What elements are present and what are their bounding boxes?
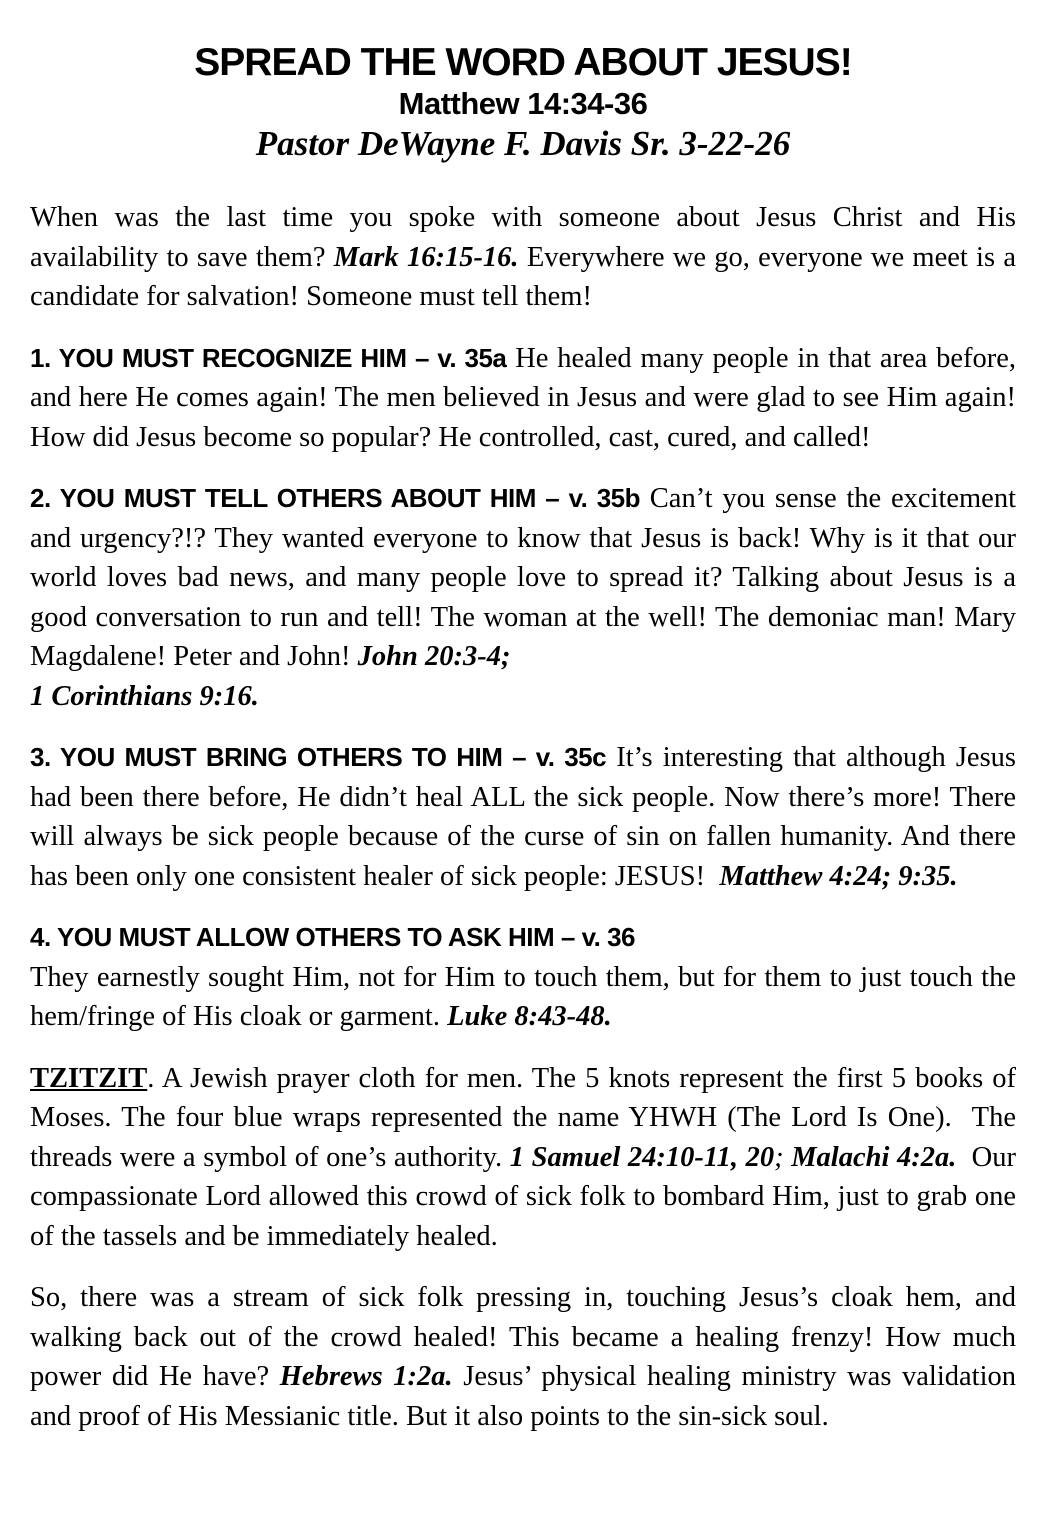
section-1-body: He healed many people in that area before, and here He comes again! The men believed in Jesus and were glad to see Him again! How did Jesus become so popular? He controlled, cast, cured, and called!	[30, 342, 1016, 453]
closing-text-after: Jesus’ physical healing ministry was validation and proof of His Messianic title. But it also points to the sin-sick soul.	[30, 1361, 1016, 1432]
scripture-ref-hebrews: Hebrews 1:2a.	[279, 1361, 453, 1392]
tzitzit-text-1: . A Jewish prayer cloth for men. The 5 knots represent the first 5 books of Moses. The four blue wraps represented the name YHWH (The Lord Is One). The threads were a symbol of one’s authority.	[30, 1062, 1016, 1173]
document-title: SPREAD THE WORD ABOUT JESUS!	[194, 41, 852, 84]
intro-paragraph	[30, 198, 1016, 317]
section-2-heading: 2. YOU MUST TELL OTHERS ABOUT HIM – v. 35b	[30, 483, 641, 513]
intro-text-before: When was the last time you spoke with someone about Jesus Christ and His availability to save them?	[30, 202, 1016, 273]
section-4-body: They earnestly sought Him, not for Him to touch them, but for them to just touch the hem/fringe of His cloak or garment.	[30, 961, 1016, 1032]
section-1-paragraph	[30, 339, 1016, 458]
section-2-paragraph	[30, 479, 1016, 716]
section-1-heading: 1. YOU MUST RECOGNIZE HIM – v. 35a	[30, 342, 507, 373]
intro-text-after: Everywhere we go, everyone we meet is a candidate for salvation! Someone must tell them!	[30, 241, 1016, 312]
scripture-ref-corinthians: 1 Corinthians 9:16.	[30, 680, 259, 712]
section-4-paragraph	[30, 918, 1016, 1037]
closing-paragraph	[30, 1278, 1016, 1436]
closing-text-before: So, there was a stream of sick folk pressing in, touching Jesus’s cloak hem, and walking back out of the crowd healed! This became a healing frenzy! How much power did He have?	[30, 1282, 1016, 1392]
tzitzit-term: TZITZIT	[30, 1062, 148, 1094]
scripture-ref-mark: Mark 16:15-16.	[333, 241, 519, 273]
section-2-body: Can’t you sense the excitement and urgency?!? They wanted everyone to know that Jesus is back! Why is it that our world loves bad news, and many people love to spread it? Talking about Jesus is a good conversation to run and tell! The woman at the well! The demoniac man! Mary Magdalene! Peter and John!	[30, 483, 1016, 672]
scripture-ref-john: John 20:3-4;	[357, 641, 511, 672]
section-3-heading: 3. YOU MUST BRING OTHERS TO HIM – v. 35c	[30, 742, 607, 772]
scripture-ref-malachi: Malachi 4:2a.	[791, 1141, 957, 1173]
scripture-ref-samuel: 1 Samuel 24:10-11, 20	[509, 1141, 775, 1173]
document-scripture-reference: Matthew 14:34-36	[398, 86, 648, 121]
section-3-body: It’s interesting that although Jesus had been there before, He didn’t heal ALL the sick people. Now there’s more! There will always be sick people because of the curse of sin on fallen humanity. And there has been only one consistent healer of sick people: JESUS!	[30, 742, 1017, 892]
document-header	[30, 40, 1016, 165]
section-3-paragraph	[30, 738, 1016, 896]
scripture-ref-matthew: Matthew 4:24; 9:35.	[719, 860, 958, 892]
tzitzit-paragraph	[30, 1059, 1016, 1257]
document-byline: Pastor DeWayne F. Davis Sr. 3-22-26	[255, 124, 791, 163]
section-4-heading: 4. YOU MUST ALLOW OTHERS TO ASK HIM – v. 36	[30, 922, 635, 952]
tzitzit-text-2: Our compassionate Lord allowed this crowd of sick folk to bombard Him, just to grab one of the tassels and be immediately healed.	[30, 1141, 1016, 1252]
scripture-ref-luke: Luke 8:43-48.	[447, 1001, 612, 1032]
scripture-ref-separator: ;	[774, 1141, 792, 1173]
